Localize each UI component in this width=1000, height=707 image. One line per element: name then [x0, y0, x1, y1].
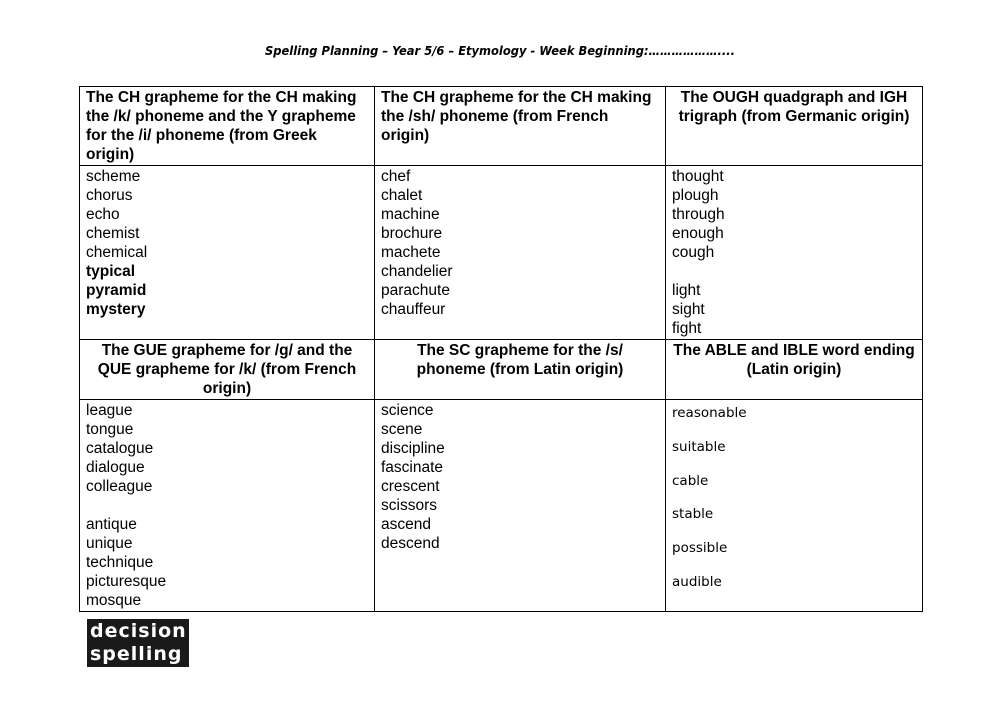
word-item: crescent — [381, 478, 440, 495]
word-item: stable — [672, 506, 714, 523]
word-item: scheme — [86, 168, 141, 185]
word-item: chemical — [86, 244, 148, 261]
section-heading: The GUE grapheme for /g/ and the QUE grapheme for /k/ (from French origin) — [80, 340, 375, 400]
word-item: thought — [672, 168, 724, 185]
word-item: sight — [672, 301, 705, 318]
words-row — [80, 166, 923, 340]
words-row — [80, 400, 923, 612]
word-item: chalet — [381, 187, 423, 204]
word-item: brochure — [381, 225, 443, 242]
section-heading: The CH grapheme for the CH making the /sh/ phoneme (from French origin) — [375, 87, 666, 166]
word-item: machine — [381, 206, 440, 223]
word-item: dialogue — [86, 459, 145, 476]
word-item: light — [672, 282, 701, 299]
logo-line: spelling — [90, 643, 183, 665]
section-heading: The ABLE and IBLE word ending (Latin origin) — [666, 340, 923, 400]
word-item: tongue — [86, 421, 134, 438]
logo-line: decision — [90, 620, 187, 642]
word-list — [80, 166, 375, 340]
word-list — [666, 166, 923, 340]
spacer — [672, 262, 916, 281]
word-item: through — [672, 206, 725, 223]
page-title: Spelling Planning – Year 5/6 – Etymology - Week Beginning:……………….... — [264, 43, 736, 58]
word-item: typical — [86, 263, 136, 280]
spacer — [86, 496, 368, 515]
word-item: machete — [381, 244, 441, 261]
word-list — [666, 400, 923, 612]
word-item: mystery — [86, 301, 146, 318]
word-item: league — [86, 402, 133, 419]
word-list — [375, 400, 666, 612]
word-item: discipline — [381, 440, 445, 457]
word-item: catalogue — [86, 440, 154, 457]
heading-row — [80, 87, 923, 166]
heading-row — [80, 340, 923, 400]
word-item: unique — [86, 535, 133, 552]
word-item: cable — [672, 472, 709, 489]
word-item: scene — [381, 421, 423, 438]
word-item: picturesque — [86, 573, 167, 590]
decision-spelling-logo — [87, 619, 189, 667]
word-item: science — [381, 402, 434, 419]
word-item: descend — [381, 535, 440, 552]
word-item: scissors — [381, 497, 437, 514]
word-item: antique — [86, 516, 137, 533]
word-item: parachute — [381, 282, 450, 299]
word-item: plough — [672, 187, 719, 204]
section-heading: The OUGH quadgraph and IGH trigraph (from Germanic origin) — [666, 87, 923, 166]
section-heading: The CH grapheme for the CH making the /k/ phoneme and the Y grapheme for the /i/ phoneme (from Greek origin) — [80, 87, 375, 166]
word-item: possible — [672, 540, 728, 557]
word-item: enough — [672, 225, 724, 242]
word-item: chef — [381, 168, 411, 185]
word-item: ascend — [381, 516, 431, 533]
word-item: mosque — [86, 592, 142, 609]
word-item: colleague — [86, 478, 153, 495]
word-item: cough — [672, 244, 715, 261]
spelling-table — [79, 86, 923, 612]
word-item: chorus — [86, 187, 133, 204]
word-item: pyramid — [86, 282, 147, 299]
word-item: chauffeur — [381, 301, 446, 318]
section-heading: The SC grapheme for the /s/ phoneme (from Latin origin) — [375, 340, 666, 400]
word-item: reasonable — [672, 405, 747, 421]
word-item: chemist — [86, 225, 140, 242]
word-item: echo — [86, 206, 120, 223]
word-list — [80, 400, 375, 612]
word-item: chandelier — [381, 263, 453, 280]
word-item: audible — [672, 573, 722, 590]
word-list — [375, 166, 666, 340]
word-item: fascinate — [381, 459, 444, 476]
word-item: fight — [672, 320, 702, 337]
word-item: suitable — [672, 438, 726, 455]
word-item: technique — [86, 554, 154, 571]
